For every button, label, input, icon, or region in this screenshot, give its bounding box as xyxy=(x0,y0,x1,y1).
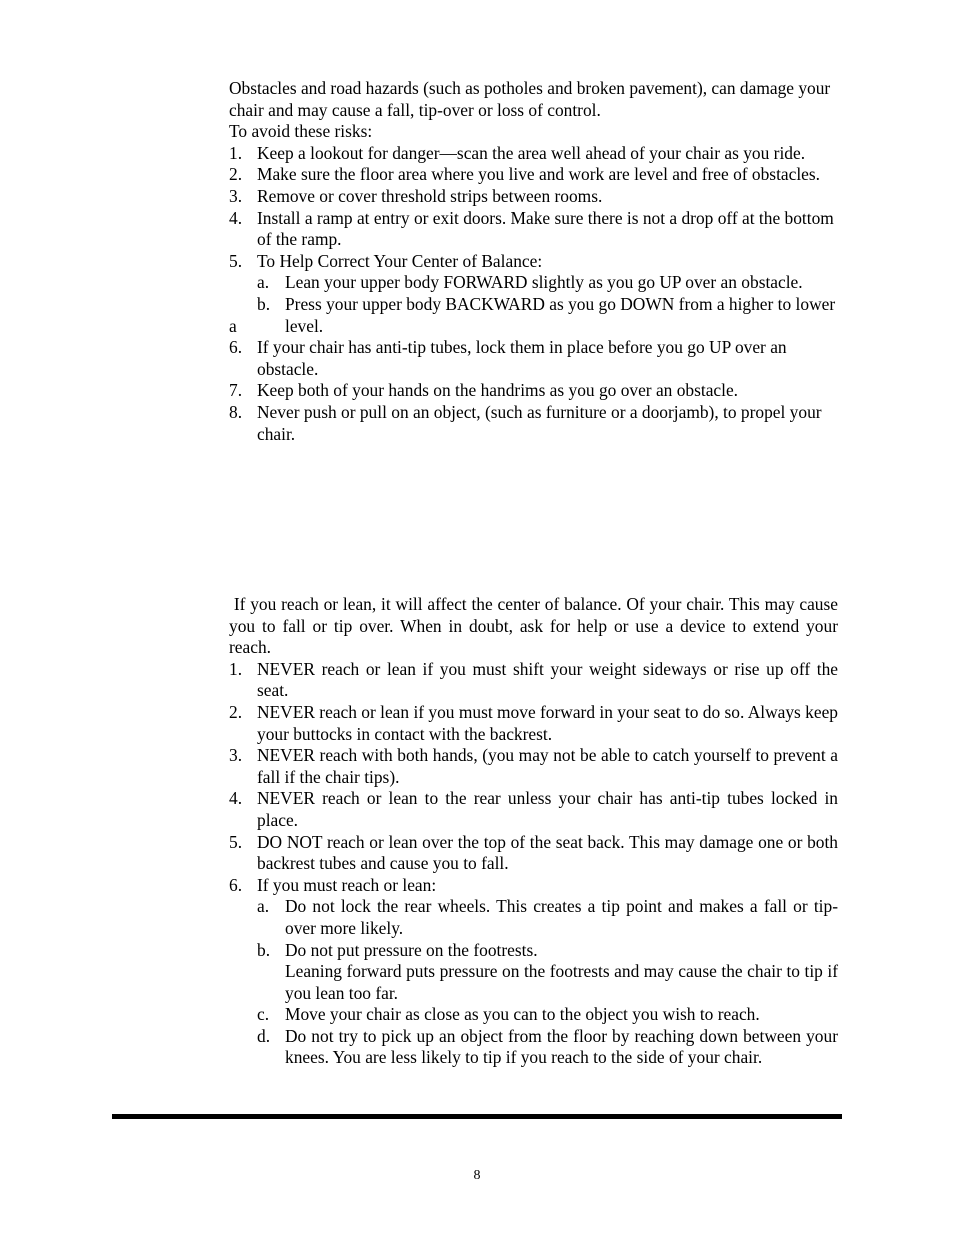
list-item: 5. To Help Correct Your Center of Balance: a. Lean your upper body FORWARD slightly as you go UP over an obstacle. b. a Press your upper body BACKWARD as you go DOWN from a higher to lower level. xyxy=(229,251,838,337)
stray-mark: a xyxy=(229,315,237,336)
reaching-section xyxy=(229,594,843,1069)
list-item: 4. Install a ramp at entry or exit doors. Make sure there is not a drop off at the bottom of the ramp. xyxy=(229,207,834,250)
list-item: 1. Keep a lookout for danger—scan the area well ahead of your chair as you ride. xyxy=(229,142,806,163)
page-number: 8 xyxy=(473,1168,481,1183)
sublist-item: b. a Press your upper body BACKWARD as you go DOWN from a higher to lower level. xyxy=(229,293,836,336)
footer-rule xyxy=(112,1114,842,1119)
list-item: 6. If your chair has anti-tip tubes, lock them in place before you go UP over an obstacle. xyxy=(229,337,787,379)
list-item: 4. NEVER reach or lean to the rear unless your chair has anti-tip tubes locked in place. xyxy=(229,788,838,830)
list-item: 1. NEVER reach or lean if you must shift your weight sideways or rise up off the seat. xyxy=(229,658,838,701)
reach-sublist xyxy=(257,896,838,1069)
sublist-item: d. Do not try to pick up an object from the floor by reaching down between your knees. You are less likely to tip if you reach to the side of your chair. xyxy=(257,1025,838,1068)
list-item: 3. Remove or cover threshold strips between rooms. xyxy=(229,185,603,206)
obstacles-list xyxy=(229,143,838,445)
list-item: 5. DO NOT reach or lean over the top of the seat back. This may damage one or both backrest tubes and cause you to fall. xyxy=(229,831,838,874)
balance-sublist xyxy=(229,272,838,337)
obstacles-section xyxy=(229,78,838,445)
list-item: 7. Keep both of your hands on the handrims as you go over an obstacle. xyxy=(229,380,739,401)
reaching-intro: If you reach or lean, it will affect the center of balance. Of your chair. This may cause you to fall or tip over. When in doubt, ask for help or use a device to extend your reach. xyxy=(229,594,843,658)
sublist-item: c. Move your chair as close as you can to the object you wish to reach. xyxy=(257,1004,760,1025)
reaching-list xyxy=(229,659,838,1069)
sublist-item: a. Do not lock the rear wheels. This creates a tip point and makes a fall or tip-over more likely. xyxy=(257,896,838,938)
footrest-note: Leaning forward puts pressure on the footrests and may cause the chair to tip if you lean too far. xyxy=(285,961,838,1003)
sublist-item: a. Lean your upper body FORWARD slightly as you go UP over an obstacle. xyxy=(257,272,803,293)
list-item: 2. NEVER reach or lean if you must move forward in your seat to do so. Always keep your buttocks in contact with the backrest. xyxy=(229,701,838,744)
list-item: 2. Make sure the floor area where you live and work are level and free of obstacles. xyxy=(229,164,821,185)
sublist-item: b. Do not put pressure on the footrests. Leaning forward puts pressure on the footrests and may cause the chair to tip if you lean too far. xyxy=(257,939,838,1003)
list-item: 8. Never push or pull on an object, (such as furniture or a doorjamb), to propel your chair. xyxy=(229,401,822,444)
list-item: 6. If you must reach or lean: a. Do not lock the rear wheels. This creates a tip point and makes a fall or tip-over more likely. b. Do not put pressure on the footrests. Leaning forward puts pressure on the footrests and may cause the chair to tip if you lean too far. c. Move your chair as close as you can to the object you wish to reach. d. Do not try to pick up an object from the floor by reaching down between your knees. You are less likely to tip if you reach to the side of your chair. xyxy=(229,874,838,1068)
obstacles-intro: Obstacles and road hazards (such as potholes and broken pavement), can damage your chair and may cause a fall, tip-over or loss of control. xyxy=(229,78,831,120)
list-item: 3. NEVER reach with both hands, (you may not be able to catch yourself to prevent a fall if the chair tips). xyxy=(229,745,838,787)
obstacles-lead: To avoid these risks: xyxy=(229,121,373,142)
